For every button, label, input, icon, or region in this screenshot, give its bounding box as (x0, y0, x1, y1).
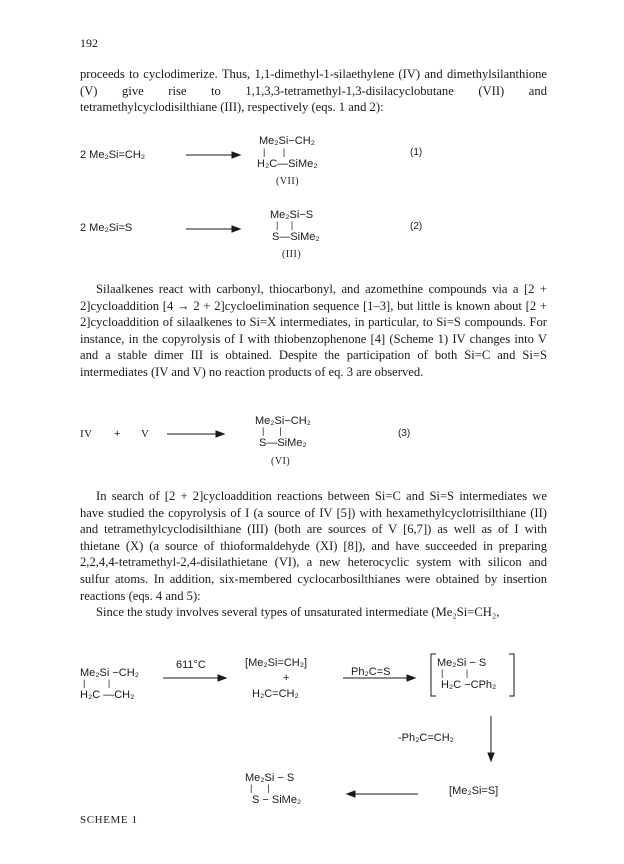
scheme-arrowhead-2 (407, 675, 415, 681)
int2-bracket-left (431, 654, 436, 696)
scheme-int2-ring-bonds: | | (441, 668, 469, 678)
paragraph-3-text: In search of [2 + 2]cycloaddition reactions between Si=C and Si=S intermediates we have studied the copyrolysis of I (a source of IV [5]) with hexamethylcyclotrisilthiane (II) and tetramethylcyclodisilthiane (III) (both are sources of V [6,7]) as well as of I with thietane (X) (a source of thioformaldehyde (XI) [8]), and have succeeded in preparing 2,2,4,4-tetramethyl-2,4-disilathietane (VI), a new heterocyclic system with silicon and sulfur atoms. In addition, six-membered cyclocarbosilthianes were obtained by insertion reactions (eqs. 4 and 5): (80, 489, 547, 603)
eq2-reactant: 2 Me₂Si=S (80, 222, 133, 234)
scheme-intermediate-1-plus: + (283, 672, 290, 684)
scheme-intermediate-2-bottom: H₂C −CPh₂ (441, 679, 497, 691)
scheme-int3-text: Me₂Si=S (452, 785, 496, 797)
eq2-number: (2) (410, 221, 423, 232)
eq1-arrowhead (232, 152, 240, 158)
eq2-product-bottom: S—SiMe₂ (272, 231, 320, 243)
eq1-label: (VII) (276, 176, 300, 187)
eq2-product-top: Me₂Si−S (270, 209, 314, 221)
scheme-reagent: Ph₂C=S (351, 666, 391, 678)
eq1-product-bottom: H₂C—SiMe₂ (257, 158, 318, 170)
eq3-reactant-a: IV (80, 428, 93, 440)
scheme-start-top: Me₂Si −CH₂ (80, 667, 139, 679)
scheme-start-bottom: H₂C —CH₂ (80, 689, 135, 701)
scheme-product-ring-bonds: | | (250, 783, 270, 793)
eq2-arrowhead (232, 226, 240, 232)
eq3-ring-bonds: | | (262, 426, 282, 436)
int2-bracket-right (509, 654, 514, 696)
eq3-product-top: Me₂Si−CH₂ (255, 415, 311, 427)
paragraph-1-text: proceeds to cyclodimerize. Thus, 1,1-dimethyl-1-silaethylene (IV) and dimethylsilanthione (V) give rise to 1,1,3,3-tetramethyl-1,3-disilacyclobutane (VII) and tetramethylcyclodisilthiane (III), respectively (eqs. 1 and 2): (80, 67, 547, 115)
scheme-intermediate-1-top: [Me₂Si=CH₂] (245, 657, 308, 669)
scheme-arrowhead-1 (218, 675, 226, 681)
eq1-ring-bonds: | | (263, 147, 286, 157)
eq3-arrowhead (216, 431, 224, 437)
scheme-intermediate-3: [Me₂Si=S] (449, 785, 499, 797)
paragraph-4-text: Since the study involves several types of unsaturated intermediate (Me₂Si=CH₂, (96, 605, 500, 619)
scheme-product-top: Me₂Si − S (245, 772, 295, 784)
eq3-label: (VI) (271, 456, 291, 467)
eq3-plus: + (114, 428, 121, 440)
scheme-intermediate-1-bottom: H₂C=CH₂ (252, 688, 299, 700)
eq2-ring-bonds: | | (276, 220, 294, 230)
eq1-product-top: Me₂Si−CH₂ (259, 135, 315, 147)
scheme-arrowhead-down (488, 753, 494, 761)
scheme-int1-top-text: Me₂Si=CH₂ (248, 657, 304, 669)
scheme-intermediate-2-top: Me₂Si − S (437, 657, 487, 669)
eq1-reactant: 2 Me₂Si=CH₂ (80, 149, 146, 161)
paragraph-2-text: Silaalkenes react with carbonyl, thiocarbonyl, and azomethine compounds via a [2 + 2]cycloaddition [4 → 2 + 2]cycloelimination sequence [1–3], but little is known about [2 + 2]cycloaddition of silaalkenes to Si=X intermediates, in particular, to Si=S compounds. For instance, in the copyrolysis of I with thiobenzophenone [4] (Scheme 1) IV changes into V and a stable dimer III is obtained. Despite the participation of both Si=C and Si=S intermediates (IV and V) no reaction products of eq. 3 are observed. (80, 282, 547, 379)
page-number: 192 (80, 36, 98, 50)
eq3-reactant-b: V (141, 428, 150, 440)
scheme-temperature: 611°C (176, 659, 206, 671)
scheme-product-bottom: S − SiMe₂ (252, 794, 302, 806)
eq3-number: (3) (398, 428, 411, 439)
scheme-arrowhead-left (347, 791, 355, 797)
scheme-caption: SCHEME 1 (80, 814, 138, 826)
scheme-start-ring-bonds: | | (83, 678, 111, 688)
scheme-elimination: -Ph₂C=CH₂ (398, 732, 454, 744)
eq3-product-bottom: S—SiMe₂ (259, 437, 307, 449)
eq2-label: (III) (282, 249, 302, 260)
eq1-number: (1) (410, 147, 423, 158)
